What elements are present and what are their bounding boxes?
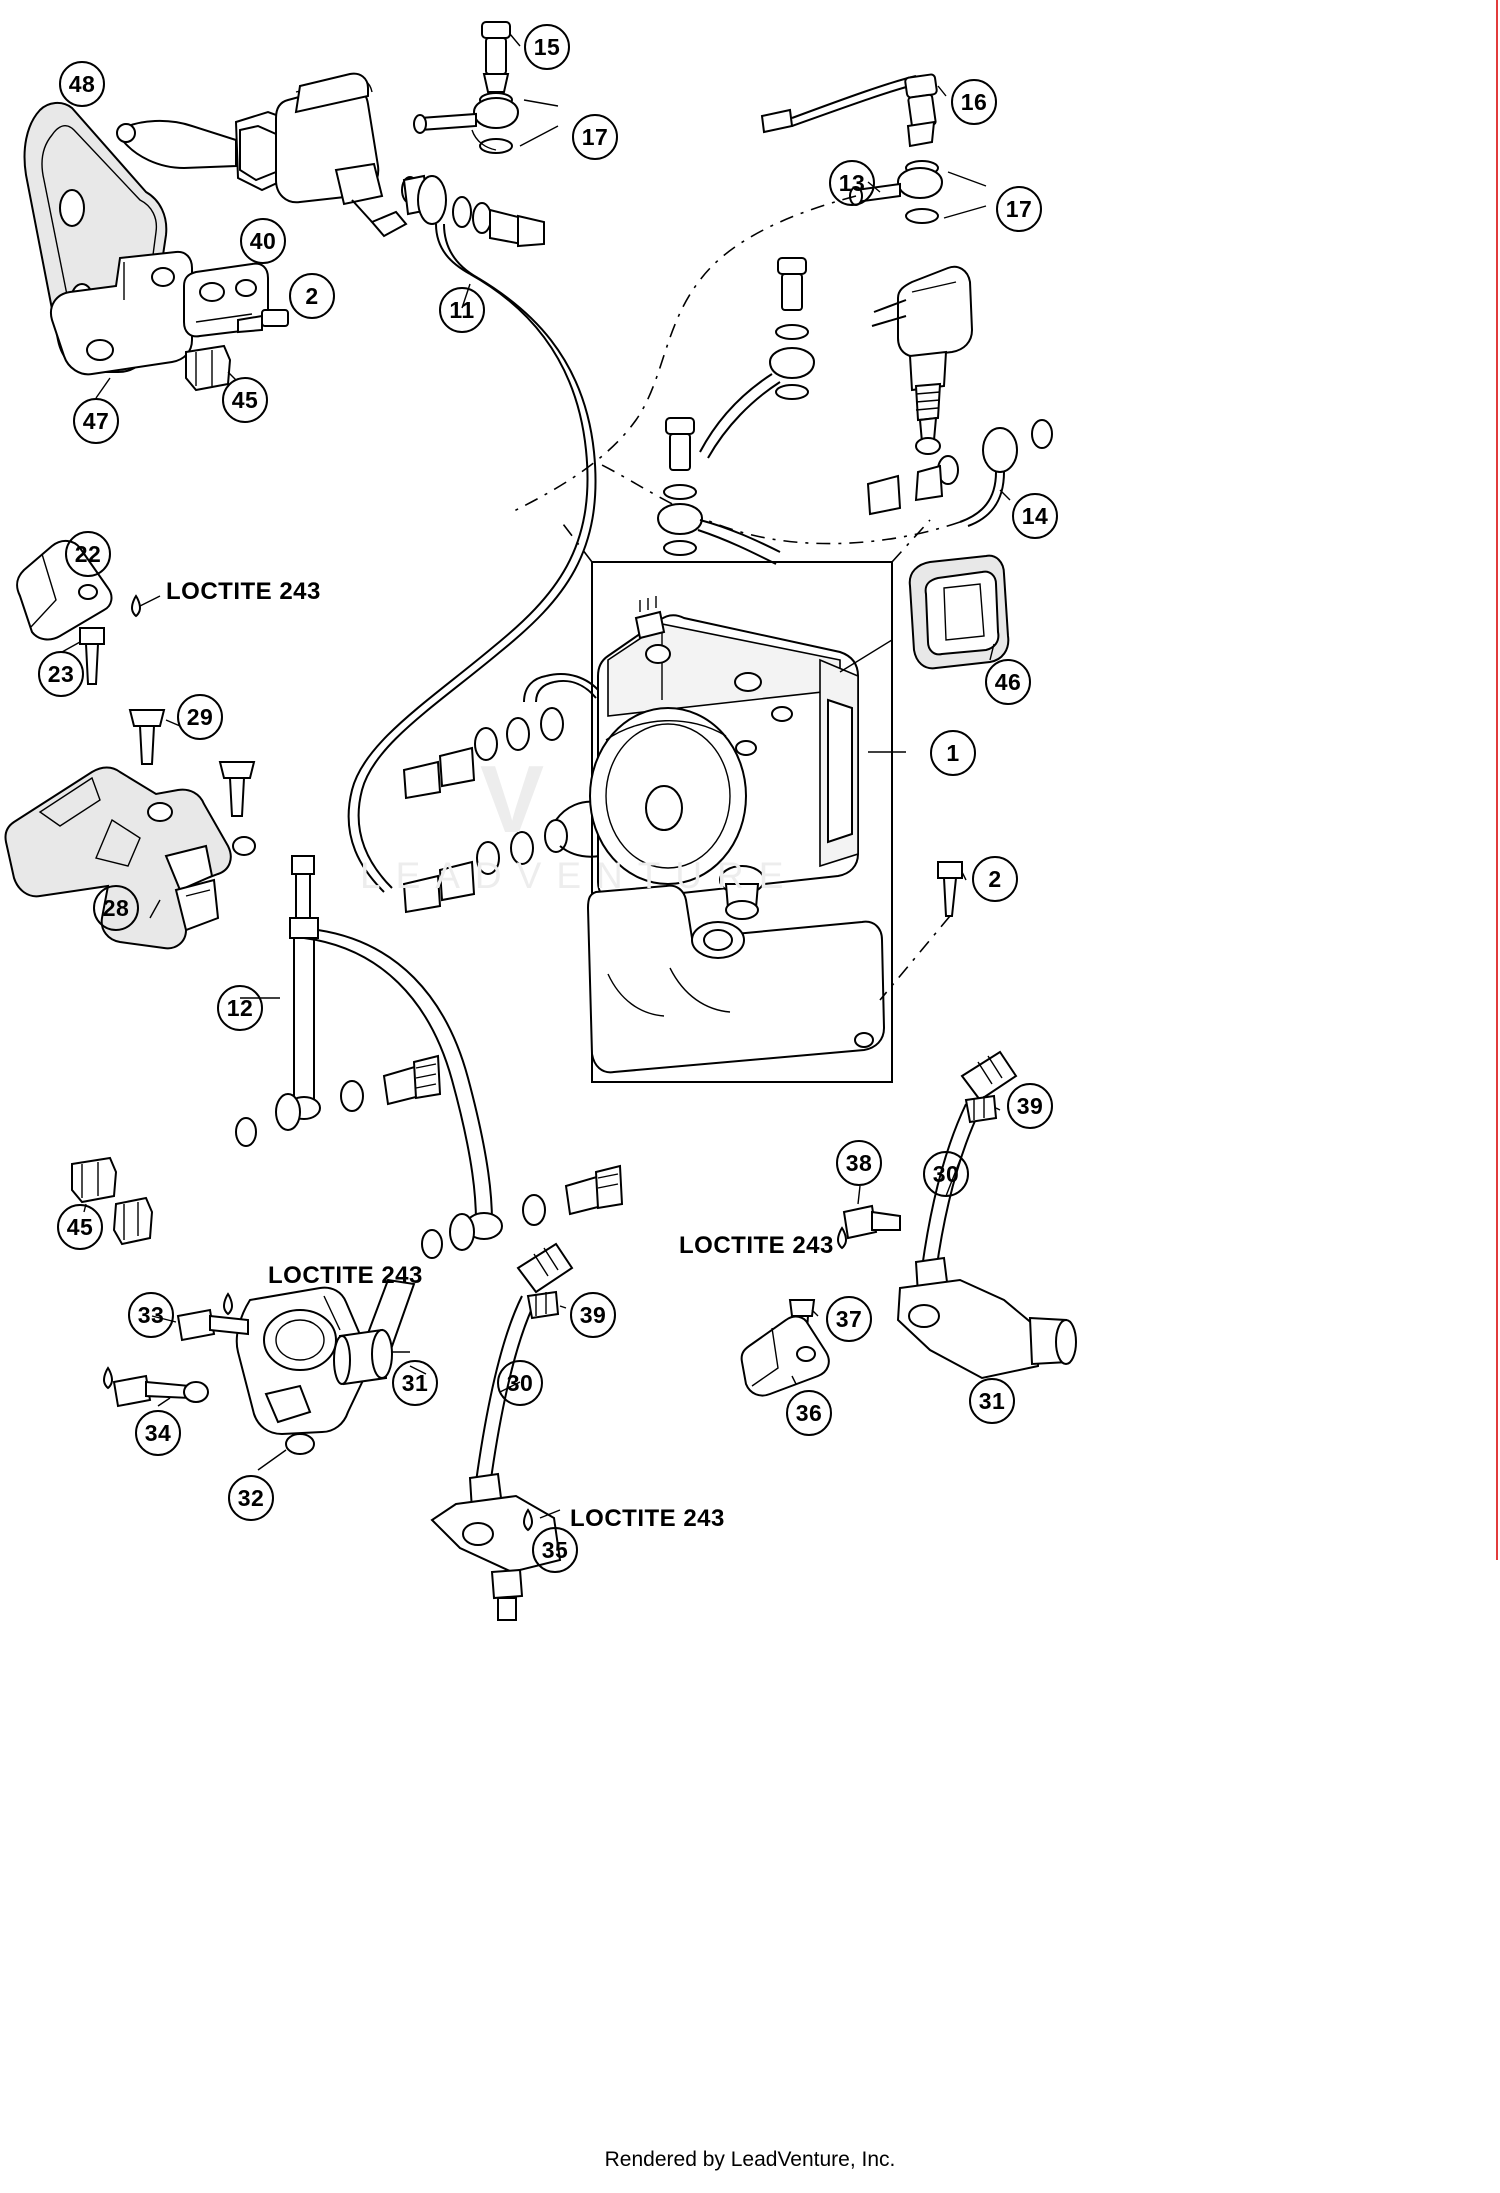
- watermark-logo: V: [480, 746, 539, 853]
- callout-48: 48: [59, 61, 105, 107]
- callout-2-right: 2: [972, 856, 1018, 902]
- watermark-text: LEADVENTURE: [360, 855, 799, 896]
- footer-credit: Rendered by LeadVenture, Inc.: [604, 2148, 896, 2171]
- callout-35: 35: [532, 1527, 578, 1573]
- callout-22: 22: [65, 531, 111, 577]
- part-46-cover: [910, 556, 1009, 669]
- callout-23: 23: [38, 651, 84, 697]
- callout-2-top: 2: [289, 273, 335, 319]
- part-31-piston-left: [334, 1330, 392, 1384]
- part-39-clip-right: [966, 1096, 996, 1122]
- part-16-sensor-line: [762, 74, 937, 146]
- callout-17-right: 17: [996, 186, 1042, 232]
- callout-33: 33: [128, 1292, 174, 1338]
- loctite-243-lower-left: LOCTITE 243: [268, 1262, 423, 1289]
- callout-47: 47: [73, 398, 119, 444]
- callout-31-right: 31: [969, 1378, 1015, 1424]
- loctite-243-right: LOCTITE 243: [679, 1232, 834, 1259]
- callout-31-left: 31: [392, 1360, 438, 1406]
- callout-45-top: 45: [222, 377, 268, 423]
- hose-end-bottom: [422, 1166, 622, 1258]
- part-38-bolt: [844, 1206, 900, 1238]
- loctite-243-bottom: LOCTITE 243: [570, 1505, 725, 1532]
- callout-1: 1: [930, 730, 976, 776]
- callout-36: 36: [786, 1390, 832, 1436]
- part-45-clip-top: [186, 346, 230, 390]
- callout-38: 38: [836, 1140, 882, 1186]
- part-banjo-fitting-top: [414, 98, 518, 133]
- callout-46: 46: [985, 659, 1031, 705]
- part-15-banjo-bolt: [482, 22, 510, 92]
- callout-30-right: 30: [923, 1151, 969, 1197]
- callout-37: 37: [826, 1296, 872, 1342]
- callout-28: 28: [93, 885, 139, 931]
- part-39-clip-center: [528, 1292, 558, 1318]
- callout-39-right: 39: [1007, 1083, 1053, 1129]
- callout-17-top: 17: [572, 114, 618, 160]
- callout-12: 12: [217, 985, 263, 1031]
- callout-39-center: 39: [570, 1292, 616, 1338]
- callout-32: 32: [228, 1475, 274, 1521]
- callout-15: 15: [524, 24, 570, 70]
- callout-45-bottom: 45: [57, 1204, 103, 1250]
- part-rear-master-cylinder: [872, 267, 972, 454]
- callout-16: 16: [951, 79, 997, 125]
- callout-14: 14: [1012, 493, 1058, 539]
- callout-34: 34: [135, 1410, 181, 1456]
- line-fittings-left-upper: [404, 674, 600, 798]
- callout-29: 29: [177, 694, 223, 740]
- callout-11: 11: [439, 287, 485, 333]
- callout-13: 13: [829, 160, 875, 206]
- part-36-clamp: [742, 1317, 829, 1396]
- line-fittings-left-lower: [404, 802, 600, 912]
- part-1-abs-hydraulic-unit: [588, 596, 884, 1072]
- part-11-brake-line: [372, 176, 544, 278]
- callout-30-center: 30: [497, 1360, 543, 1406]
- callout-40: 40: [240, 218, 286, 264]
- loctite-243-upper-left: LOCTITE 243: [166, 578, 321, 605]
- banjo-bolt-mid-2: [700, 258, 814, 458]
